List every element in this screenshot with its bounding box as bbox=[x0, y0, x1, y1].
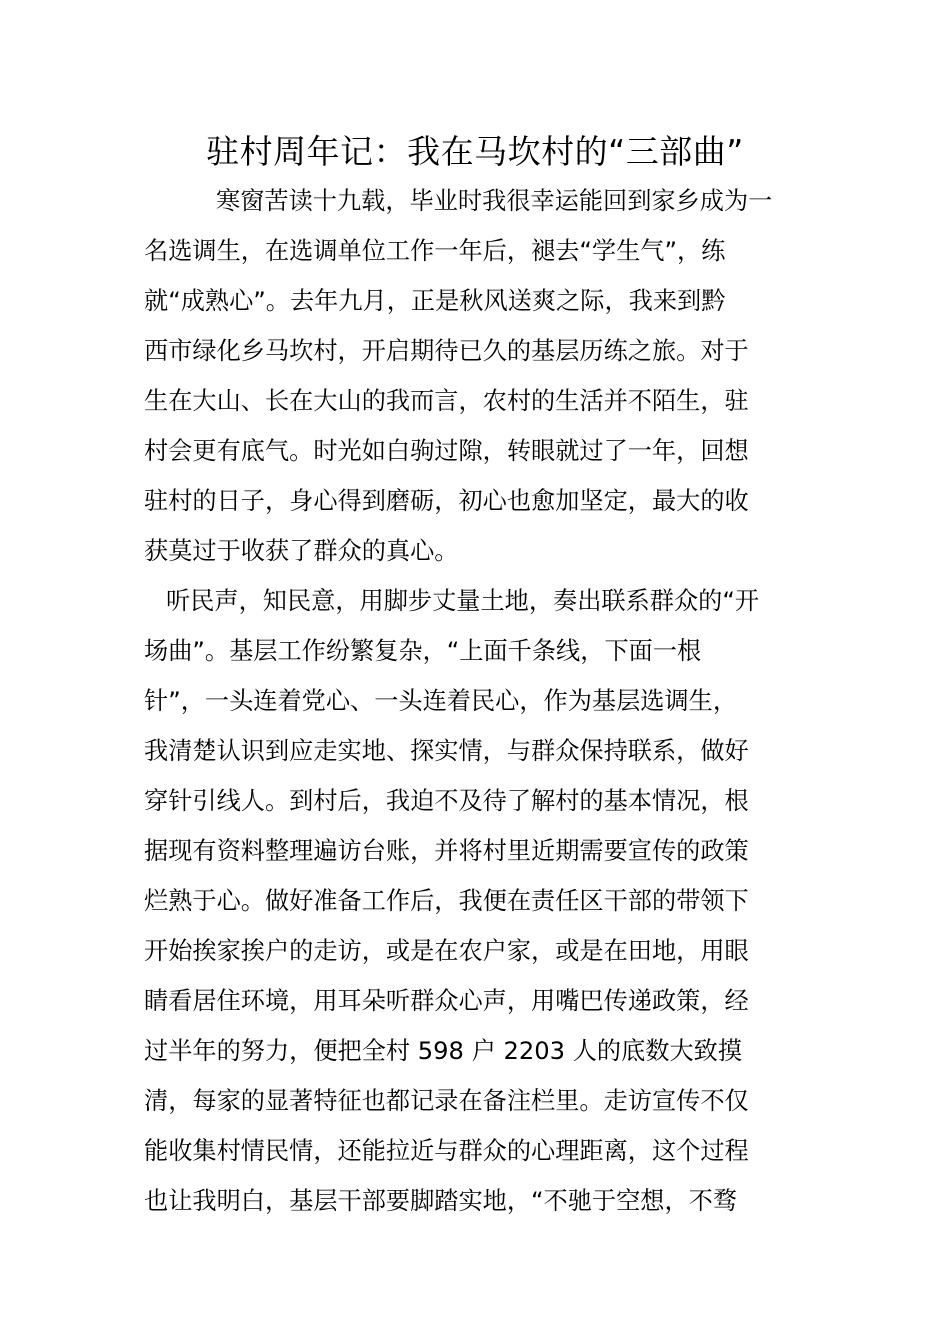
paragraph-1-line: 寒窗苦读十九载，毕业时我很幸运能回到家乡成为一 bbox=[216, 187, 773, 215]
paragraph-2-line: 听民声，知民意，用脚步丈量土地，奏出联系群众的“开 bbox=[166, 587, 760, 615]
paragraph-2-line: 穿针引线人。到村后，我迫不及待了解村的基本情况，根 bbox=[144, 787, 749, 815]
paragraph-1-line: 获莫过于收获了群众的真心。 bbox=[144, 537, 459, 565]
paragraph-2-line: 过半年的努力，便把全村 598 户 2203 人的底数大致摸 bbox=[144, 1037, 743, 1065]
paragraph-2-line: 清，每家的显著特征也都记录在备注栏里。走访宣传不仅 bbox=[144, 1087, 749, 1115]
paragraph-2-line: 我清楚认识到应走实地、探实情，与群众保持联系，做好 bbox=[144, 737, 749, 765]
document-body bbox=[144, 176, 809, 1226]
paragraph-1-line: 就“成熟心”。去年九月，正是秋风送爽之际，我来到黔 bbox=[144, 287, 726, 315]
paragraph-2-line: 据现有资料整理遍访台账，并将村里近期需要宣传的政策 bbox=[144, 837, 749, 865]
paragraph-2-line: 开始挨家挨户的走访，或是在农户家，或是在田地，用眼 bbox=[144, 937, 749, 965]
paragraph-1-line: 村会更有底气。时光如白驹过隙，转眼就过了一年，回想 bbox=[144, 437, 749, 465]
paragraph-2-line: 场曲”。基层工作纷繁复杂，“上面千条线，下面一根 bbox=[144, 637, 702, 665]
paragraph-2-line: 能收集村情民情，还能拉近与群众的心理距离，这个过程 bbox=[144, 1137, 749, 1165]
document-title: 驻村周年记：我在马坎村的“三部曲” bbox=[206, 132, 744, 171]
paragraph-1-line: 驻村的日子，身心得到磨砺，初心也愈加坚定，最大的收 bbox=[144, 487, 749, 515]
paragraph-2-line: 针”，一头连着党心、一头连着民心，作为基层选调生， bbox=[144, 687, 738, 715]
paragraph-2-line: 也让我明白，基层干部要脚踏实地，“不驰于空想，不骛 bbox=[144, 1187, 738, 1215]
paragraph-1-line: 名选调生，在选调单位工作一年后，褪去“学生气”，练 bbox=[144, 237, 726, 265]
paragraph-1-line: 生在大山、长在大山的我而言，农村的生活并不陌生，驻 bbox=[144, 387, 749, 415]
paragraph-1-line: 西市绿化乡马坎村，开启期待已久的基层历练之旅。对于 bbox=[144, 337, 749, 365]
paragraph-2-line: 睛看居住环境，用耳朵听群众心声，用嘴巴传递政策，经 bbox=[144, 987, 749, 1015]
paragraph-2-line: 烂熟于心。做好准备工作后，我便在责任区干部的带领下 bbox=[144, 887, 749, 915]
